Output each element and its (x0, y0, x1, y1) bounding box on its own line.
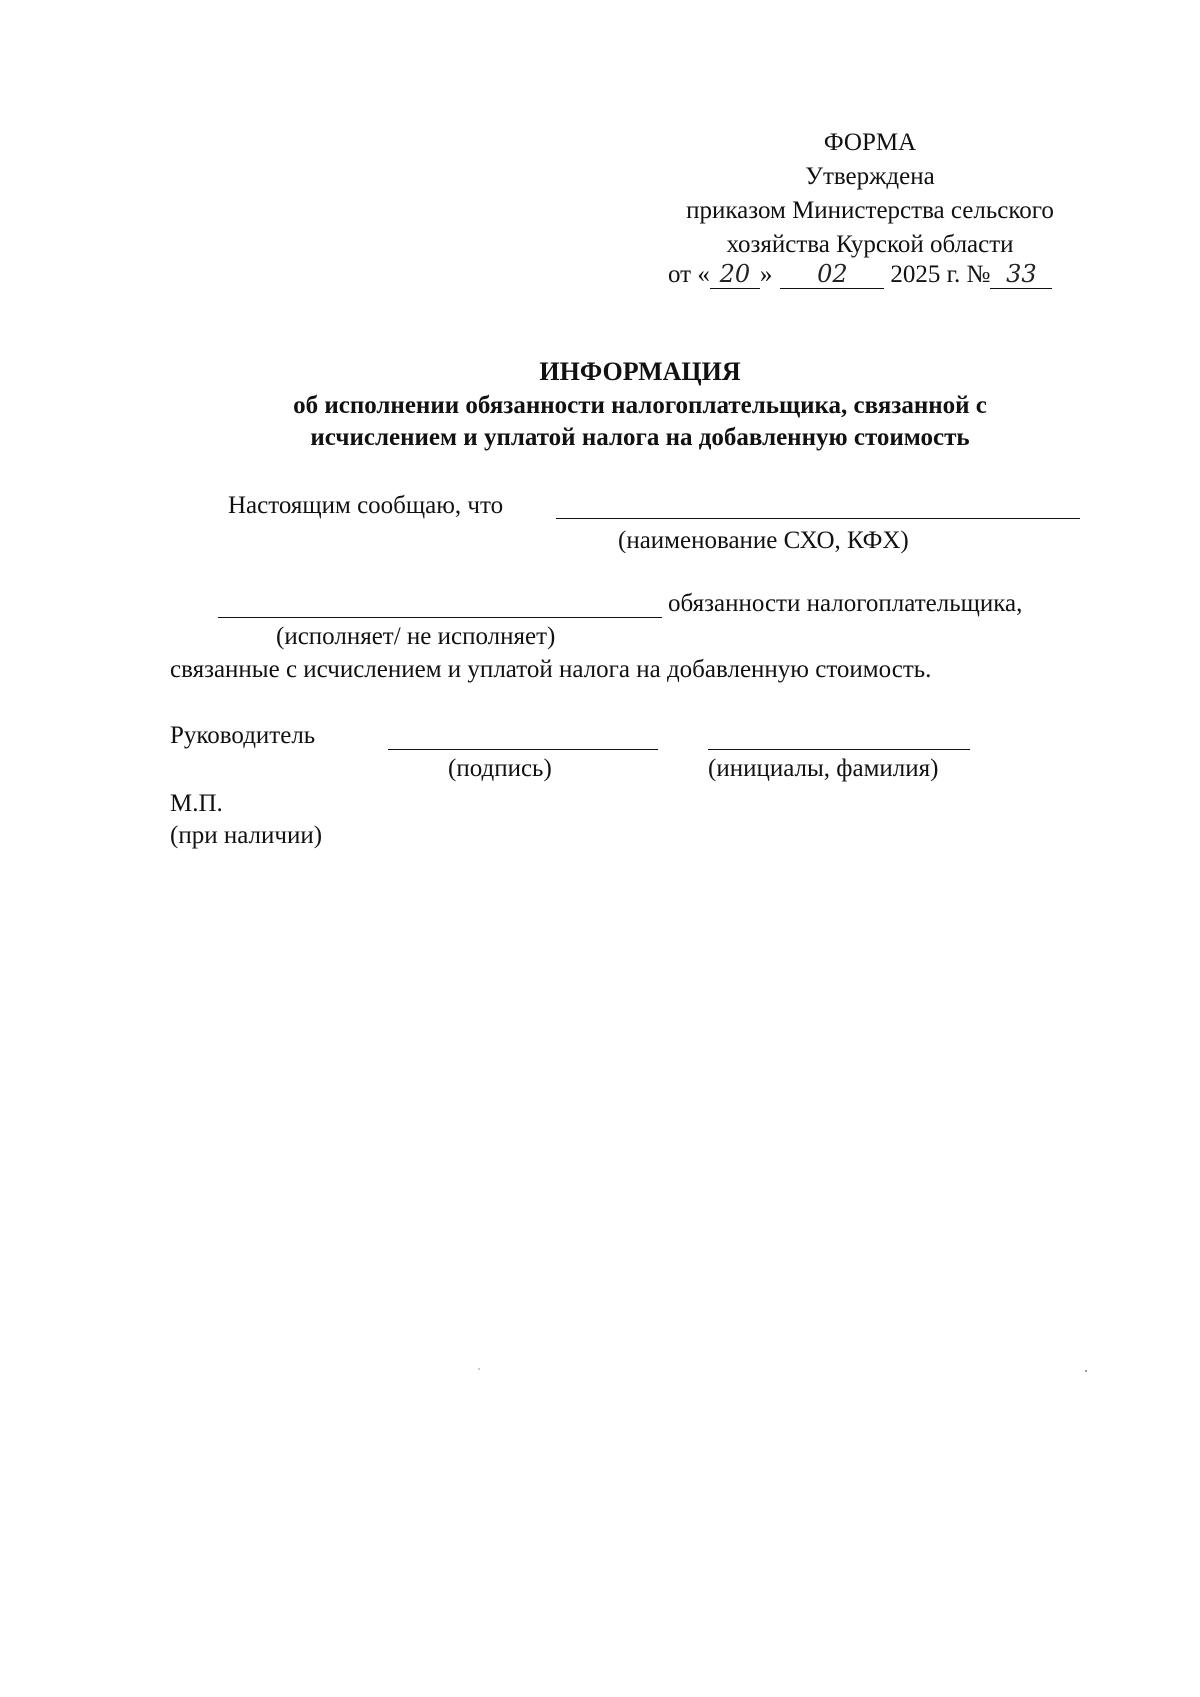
order-number-handwritten: 33 (990, 260, 1052, 289)
duties-text: обязанности налогоплательщика, (668, 590, 1023, 617)
order-line-2: хозяйства Курской области (726, 231, 1014, 258)
title-sub-line-1: об исполнении обязанности налогоплательщика, связанной с (293, 392, 987, 419)
status-caption: (исполняет/ не исполняет) (276, 623, 556, 650)
order-day-handwritten: 20 (710, 260, 760, 289)
signature-field-line[interactable] (388, 749, 658, 750)
form-label: ФОРМА (823, 129, 917, 156)
stamp-label: М.П. (170, 790, 223, 817)
order-quote-close: » (759, 261, 773, 288)
approved-label: Утверждена (805, 163, 935, 190)
stamp-note: (при наличии) (170, 822, 323, 849)
order-date-line (668, 258, 1052, 292)
order-year-text: 2025 г. № (890, 261, 991, 288)
related-text: связанные с исчислением и уплатой налога на добавленную стоимость. (170, 656, 932, 683)
name-field-line[interactable] (708, 749, 970, 750)
title-sub-line-2: исчислением и уплатой налога на добавленную стоимость (310, 424, 970, 451)
title-main: ИНФОРМАЦИЯ (539, 357, 741, 386)
status-field-line[interactable] (218, 617, 662, 618)
approval-block (640, 126, 1100, 262)
order-line-1: приказом Министерства сельского (686, 197, 1054, 224)
name-caption: (инициалы, фамилия) (708, 755, 939, 782)
scan-speck (478, 1368, 480, 1370)
org-name-caption: (наименование СХО, КФХ) (618, 527, 909, 554)
intro-text: Настоящим сообщаю, что (228, 492, 504, 519)
order-month-handwritten: 02 (780, 260, 884, 289)
org-name-field-line[interactable] (556, 518, 1080, 519)
order-prefix: от « (668, 261, 710, 288)
scan-speck (1085, 1370, 1087, 1372)
document-title (200, 356, 1080, 454)
signature-caption: (подпись) (448, 755, 552, 782)
head-label: Руководитель (170, 722, 316, 749)
